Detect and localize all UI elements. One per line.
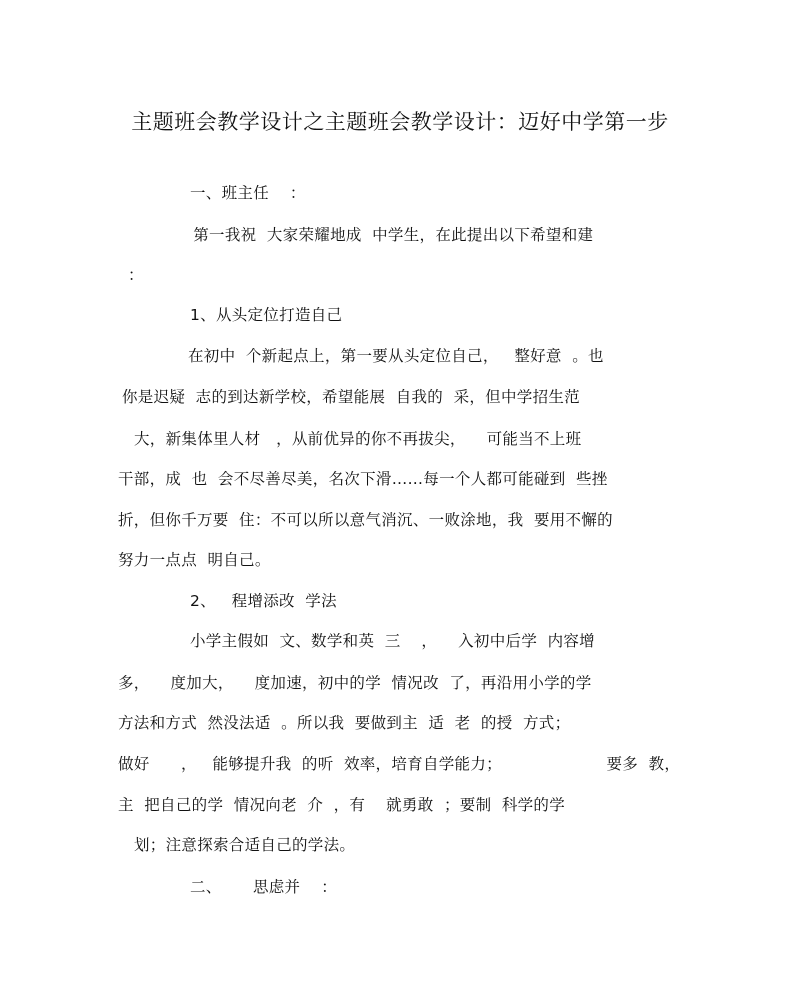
paragraph-line: 第一我祝 大家荣耀地成 中学生，在此提出以下希望和建 bbox=[188, 226, 594, 244]
section-heading-2: 二、 思虑并 ： bbox=[190, 878, 338, 896]
document-title: 主题班会教学设计之主题班会教学设计：迈好中学第一步 bbox=[131, 110, 669, 134]
paragraph-line: 你是迟疑 志的到达新学校，希望能展 自我的 采，但中学招生范 bbox=[122, 388, 580, 406]
paragraph-line: 大，新集体里人材 ，从前优异的你不再拔尖， 可能当不上班 bbox=[134, 430, 582, 448]
paragraph-line: 小学主假如 文、数学和英 三 ， 入初中后学 内容增 bbox=[190, 632, 595, 650]
paragraph-line: 多， 度加大， 度加速，初中的学 情况改 了，再沿用小学的学 bbox=[118, 674, 592, 692]
paragraph-line: 主 把自己的学 情况向老 介 ，有 就勇敢 ；要制 科学的学 bbox=[118, 796, 566, 814]
paragraph-line: 干部，成 也 会不尽善尽美，名次下滑……每一个人都可能碰到 些挫 bbox=[118, 470, 608, 488]
paragraph-line: 折，但你千万要 住：不可以所以意气消沉、一败涂地，我 要用不懈的 bbox=[118, 511, 613, 529]
paragraph-line: 在初中 个新起点上，第一要从头定位自己， 整好意 。也 bbox=[188, 347, 604, 365]
paragraph-line: 方法和方式 然没法适 。所以我 要做到主 适 老 的授 方式； bbox=[118, 714, 571, 732]
paragraph-line: 划；注意探索合适自己的学法。 bbox=[134, 836, 356, 854]
paragraph-line: 努力一点点 明自己。 bbox=[118, 551, 271, 569]
subsection-heading-2: 2、 程增添改 学法 bbox=[190, 592, 337, 610]
section-heading-1: 一、班主任 ： bbox=[190, 184, 306, 202]
paragraph-line: ： bbox=[128, 266, 144, 284]
subsection-heading-1: 1、从头定位打造自己 bbox=[190, 306, 343, 324]
paragraph-line: 做好 ， 能够提升我 的听 效率，培育自学能力； 要多 教， bbox=[118, 755, 681, 773]
